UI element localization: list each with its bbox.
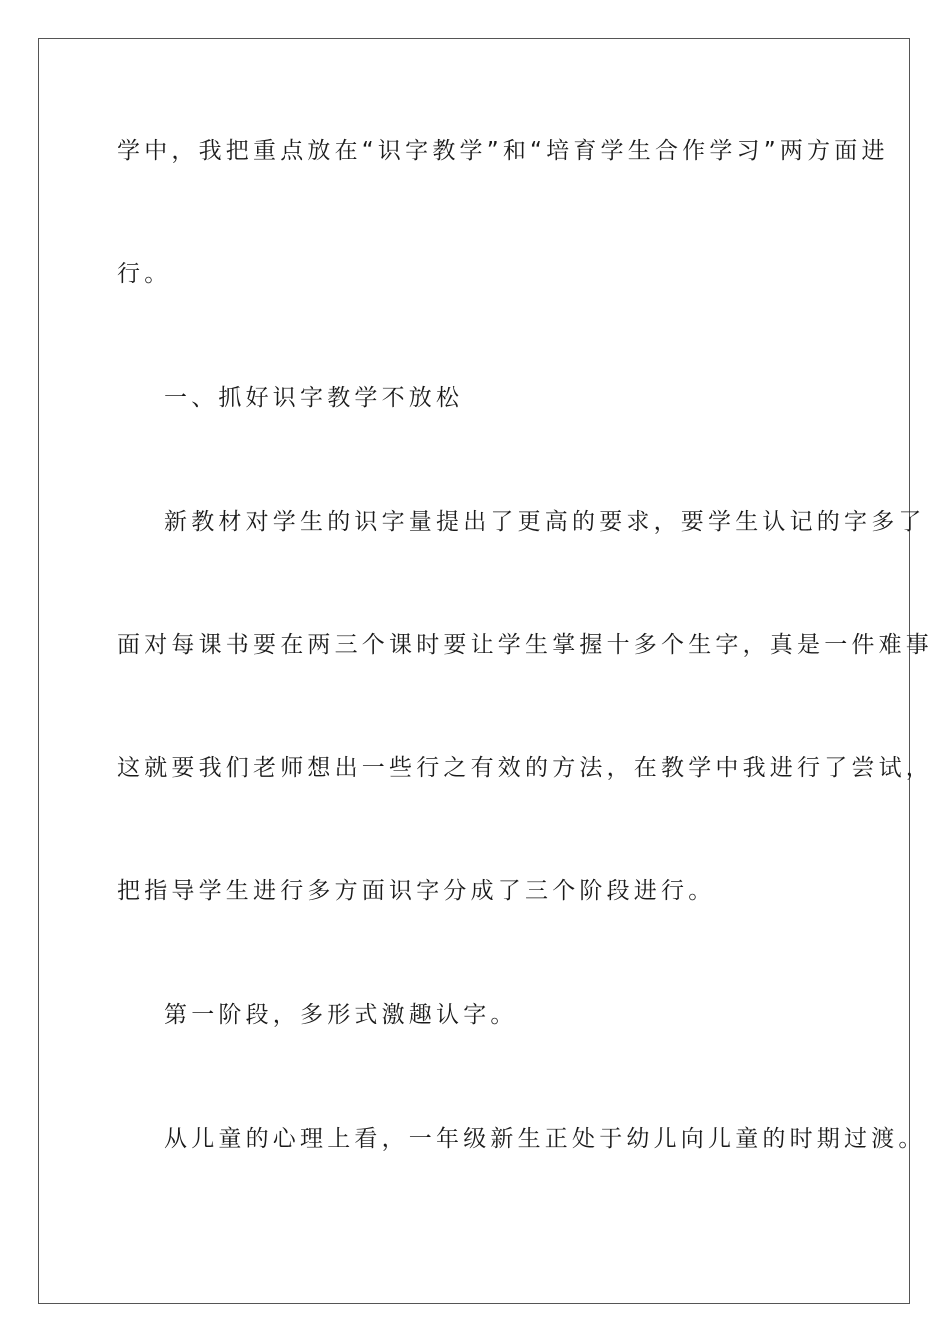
text-line-5: 面对每课书要在两三个课时要让学生掌握十多个生字，真是一件难事 xyxy=(117,632,933,658)
page-border xyxy=(38,38,910,1304)
text-line-6: 这就要我们老师想出一些行之有效的方法，在教学中我进行了尝试， xyxy=(117,755,933,781)
stage-heading-1: 第一阶段，多形式激趣认字。 xyxy=(164,1002,518,1028)
text-line-9: 从儿童的心理上看，一年级新生正处于幼儿向儿童的时期过渡。 xyxy=(164,1126,926,1152)
text-line-2: 行。 xyxy=(117,261,172,287)
section-heading-1: 一、抓好识字教学不放松 xyxy=(164,385,464,411)
text-line-4: 新教材对学生的识字量提出了更高的要求，要学生认记的字多了 xyxy=(164,509,926,535)
text-line-1: 学中，我把重点放在“识字教学”和“培育学生合作学习”两方面进 xyxy=(117,138,889,164)
text-line-7: 把指导学生进行多方面识字分成了三个阶段进行。 xyxy=(117,878,716,904)
